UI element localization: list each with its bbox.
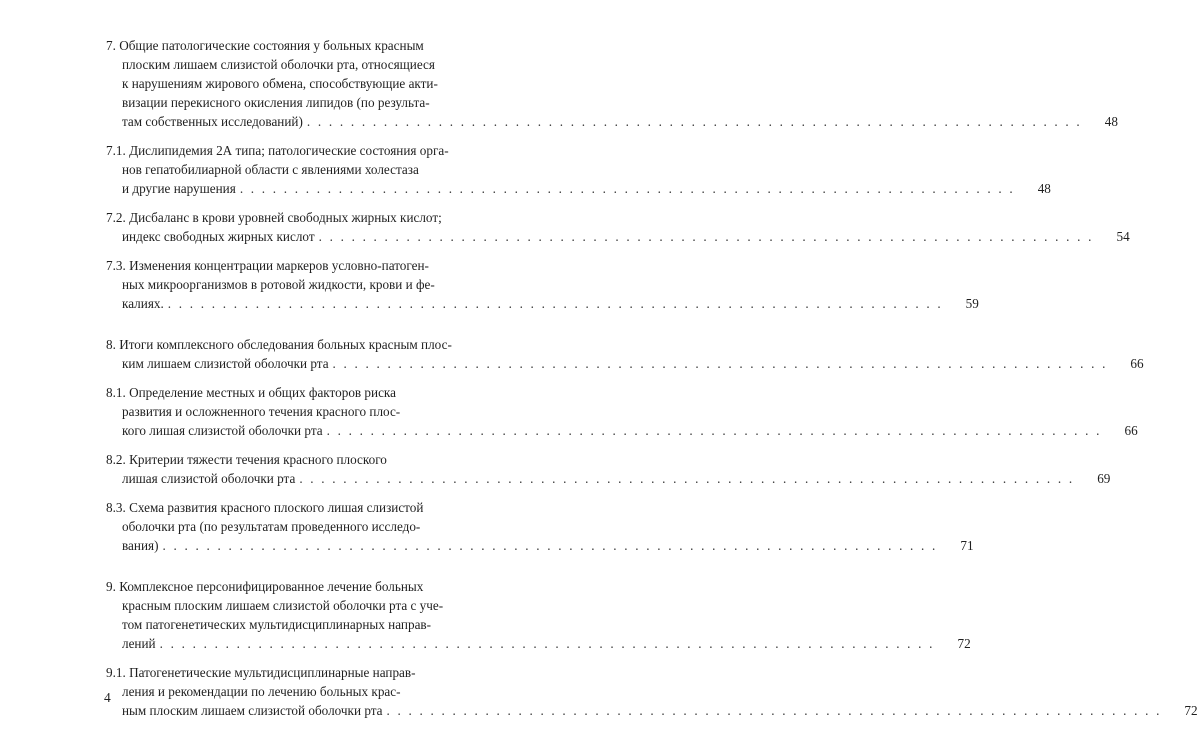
toc-entry-line: 7.1. Дислипидемия 2А типа; патологические состояния орга- [106, 143, 449, 158]
toc-entry-title-end: вания) [122, 538, 159, 553]
toc-entry-last-line [106, 421, 1138, 440]
toc-entry-page: 71 [960, 538, 974, 553]
toc-entry-page: 48 [1104, 114, 1118, 129]
toc-entry[interactable] [106, 663, 1198, 720]
toc-entry-last-line [106, 469, 1111, 488]
toc-entry-page: 48 [1037, 181, 1051, 196]
toc-entry[interactable] [106, 256, 979, 313]
toc-entry-line: 8. Итоги комплексного обследования больных красным плос- [106, 337, 452, 352]
toc-entry-page: 72 [1184, 703, 1198, 718]
toc-entry-title-end: ным плоским лишаем слизистой оболочки рта [122, 703, 383, 718]
toc-entry-page: 66 [1124, 423, 1138, 438]
toc-entry-line: ных микроорганизмов в ротовой жидкости, крови и фе- [122, 277, 435, 292]
toc-entry-title-end: там собственных исследований) [122, 114, 303, 129]
toc-entry-title-end: лишая слизистой оболочки рта [122, 471, 296, 486]
toc-entry-last-line [106, 536, 974, 555]
toc-entry-line: 9. Комплексное персонифицированное лечение больных [106, 579, 424, 594]
toc-entry-page: 66 [1130, 356, 1144, 371]
toc-entry-last-line [106, 701, 1198, 720]
dot-leader: . . . . . . . . . . . . . . . . . . . . . . . . . . . . . . . . . . . . . . . . . . . . . . . . . . . . . . . . . . . . . . . . . . . . . . . [306, 114, 1082, 129]
toc-entry[interactable] [106, 450, 1111, 488]
toc-entry-last-line [106, 634, 971, 653]
toc-entry-line: визации перекисного окисления липидов (по результа- [122, 95, 430, 110]
toc-entry-line: 8.3. Схема развития красного плоского лишая слизистой [106, 500, 424, 515]
toc-entry-line: оболочки рта (по результатам проведенного исследо- [122, 519, 421, 534]
toc-entry[interactable] [106, 208, 1130, 246]
dot-leader: . . . . . . . . . . . . . . . . . . . . . . . . . . . . . . . . . . . . . . . . . . . . . . . . . . . . . . . . . . . . . . . . . . . . . . . [299, 471, 1075, 486]
toc-entry[interactable] [106, 335, 1144, 373]
toc-entry-last-line [106, 179, 1051, 198]
dot-leader: . . . . . . . . . . . . . . . . . . . . . . . . . . . . . . . . . . . . . . . . . . . . . . . . . . . . . . . . . . . . . . . . . . . . . . . [159, 636, 935, 651]
toc-entry-line: красным плоским лишаем слизистой оболочки рта с уче- [122, 598, 444, 613]
toc-entry-title-end: и другие нарушения [122, 181, 236, 196]
toc-entry-page: 72 [957, 636, 971, 651]
dot-leader: . . . . . . . . . . . . . . . . . . . . . . . . . . . . . . . . . . . . . . . . . . . . . . . . . . . . . . . . . . . . . . . . . . . . . . . [239, 181, 1015, 196]
toc-entry-last-line [106, 112, 1118, 131]
toc-entry-line: развития и осложненного течения красного плос- [122, 404, 401, 419]
page-number: 4 [104, 690, 111, 705]
toc-entry-line: 7. Общие патологические состояния у больных красным [106, 38, 424, 53]
toc-entry-title-end: лений [122, 636, 156, 651]
dot-leader: . . . . . . . . . . . . . . . . . . . . . . . . . . . . . . . . . . . . . . . . . . . . . . . . . . . . . . . . . . . . . . . . . . . . . . . [332, 356, 1108, 371]
toc-entry-line: 8.1. Определение местных и общих факторов риска [106, 385, 396, 400]
dot-leader: . . . . . . . . . . . . . . . . . . . . . . . . . . . . . . . . . . . . . . . . . . . . . . . . . . . . . . . . . . . . . . . . . . . . . . . [162, 538, 938, 553]
toc-entry-line: ления и рекомендации по лечению больных крас- [122, 684, 401, 699]
toc-entry-line: к нарушениям жирового обмена, способствующие акти- [122, 76, 438, 91]
toc-entry-page: 69 [1097, 471, 1111, 486]
dot-leader: . . . . . . . . . . . . . . . . . . . . . . . . . . . . . . . . . . . . . . . . . . . . . . . . . . . . . . . . . . . . . . . . . . . . . . . [326, 423, 1102, 438]
dot-leader: . . . . . . . . . . . . . . . . . . . . . . . . . . . . . . . . . . . . . . . . . . . . . . . . . . . . . . . . . . . . . . . . . . . . . . . [386, 703, 1162, 718]
dot-leader: . . . . . . . . . . . . . . . . . . . . . . . . . . . . . . . . . . . . . . . . . . . . . . . . . . . . . . . . . . . . . . . . . . . . . . . [167, 296, 943, 311]
toc-entry-page: 54 [1116, 229, 1130, 244]
toc-entry[interactable] [106, 36, 1118, 131]
toc-entry[interactable] [106, 498, 974, 555]
toc-entry-title-end: ким лишаем слизистой оболочки рта [122, 356, 329, 371]
toc-entry-line: 7.3. Изменения концентрации маркеров условно-патоген- [106, 258, 429, 273]
toc-entry-title-end: кого лишая слизистой оболочки рта [122, 423, 323, 438]
toc-entry-line: 9.1. Патогенетические мультидисциплинарные направ- [106, 665, 416, 680]
toc-entry-last-line [106, 354, 1144, 373]
toc-entry-line: 7.2. Дисбаланс в крови уровней свободных жирных кислот; [106, 210, 442, 225]
toc-entry[interactable] [106, 383, 1138, 440]
toc-entry-line: 8.2. Критерии тяжести течения красного плоского [106, 452, 387, 467]
toc-entry-last-line [106, 294, 979, 313]
toc-entry[interactable] [106, 577, 971, 653]
toc-entry-last-line [106, 227, 1130, 246]
toc-entry[interactable] [106, 141, 1051, 198]
toc-entry-title-end: индекс свободных жирных кислот [122, 229, 315, 244]
dot-leader: . . . . . . . . . . . . . . . . . . . . . . . . . . . . . . . . . . . . . . . . . . . . . . . . . . . . . . . . . . . . . . . . . . . . . . . [318, 229, 1094, 244]
toc-entry-line: нов гепатобилиарной области с явлениями холестаза [122, 162, 419, 177]
toc-entry-line: плоским лишаем слизистой оболочки рта, относящиеся [122, 57, 435, 72]
toc-entry-line: том патогенетических мультидисциплинарных направ- [122, 617, 432, 632]
toc-entry-title-end: калиях. [122, 296, 164, 311]
table-of-contents [106, 36, 1198, 730]
toc-entry-page: 59 [965, 296, 979, 311]
